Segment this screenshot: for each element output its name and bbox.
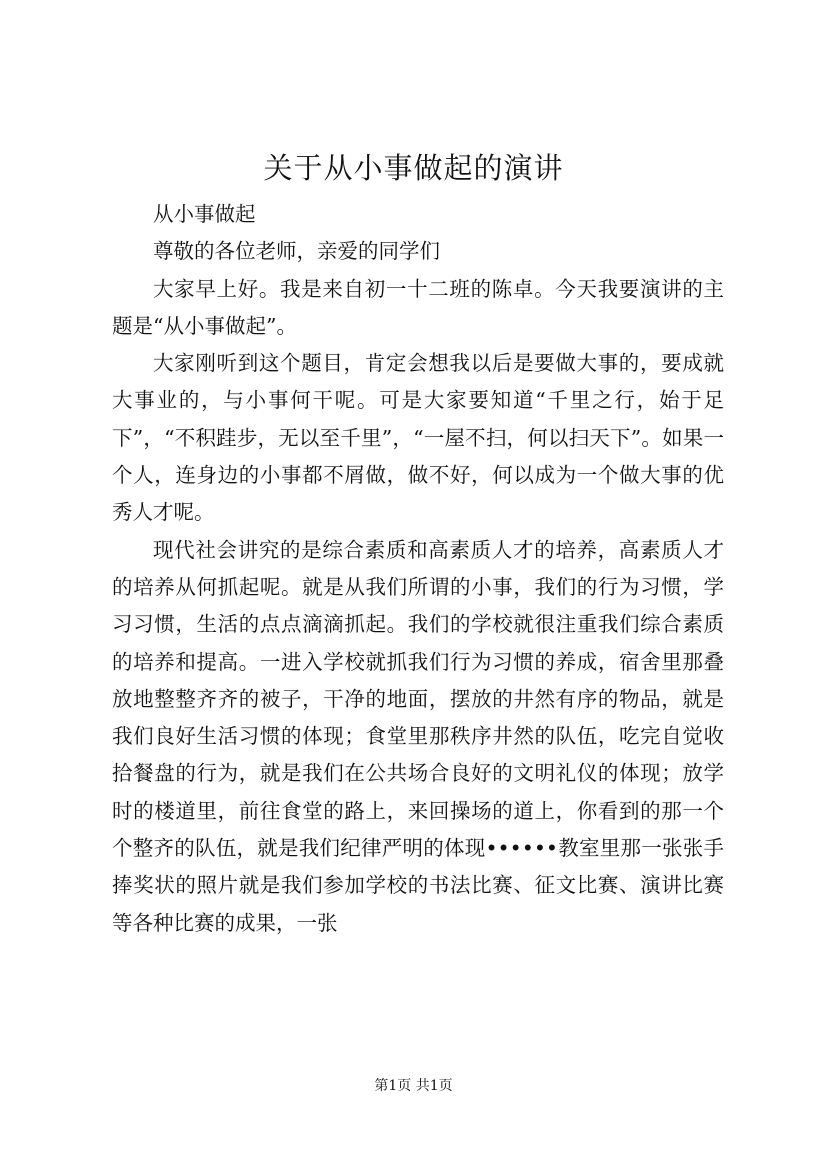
paragraph-subtitle: 从小事做起 xyxy=(153,202,256,226)
document-title: 关于从小事做起的演讲 xyxy=(263,151,564,185)
document-body xyxy=(112,196,724,942)
paragraph-body-1: 大家刚听到这个题目，肯定会想我以后是要做大事的，要成就大事业的，与小事何干呢。可是大家要知道“千里之行，始于足下”，“不积跬步，无以至千里”，“一屋不扫，何以扫天下”。如果一个人，连身边的小事都不屑做，做不好，何以成为一个做大事的优秀人才呢。 xyxy=(112,351,724,525)
paragraph-greeting: 尊敬的各位老师，亲爱的同学们 xyxy=(153,239,440,264)
paragraph-body-2: 现代社会讲究的是综合素质和高素质人才的培养，高素质人才的培养从何抓起呢。就是从我们所谓的小事，我们的行为习惯，学习习惯，生活的点点滴滴抓起。我们的学校就很注重我们综合素质的培养和提高。一进入学校就抓我们行为习惯的养成，宿舍里那叠放地整整齐齐的被子，干净的地面，摆放的井然有序的物品，就是我们良好生活习惯的体现；食堂里那秩序井然的队伍，吃完自觉收拾餐盘的行为，就是我们在公共场合良好的文明礼仪的体现；放学时的楼道里，前往食堂的路上，来回操场的道上，你看到的那一个个整齐的队伍，就是我们纪律严明的体现••••••教室里那一张张手捧奖状的照片就是我们参加学校的书法比赛、征文比赛、演讲比赛等各种比赛的成果，一张 xyxy=(112,537,724,935)
page-footer: 第1页 共1页 xyxy=(374,1078,453,1094)
paragraph-intro: 大家早上好。我是来自初一十二班的陈卓。今天我要演讲的主题是“从小事做起”。 xyxy=(112,276,724,338)
